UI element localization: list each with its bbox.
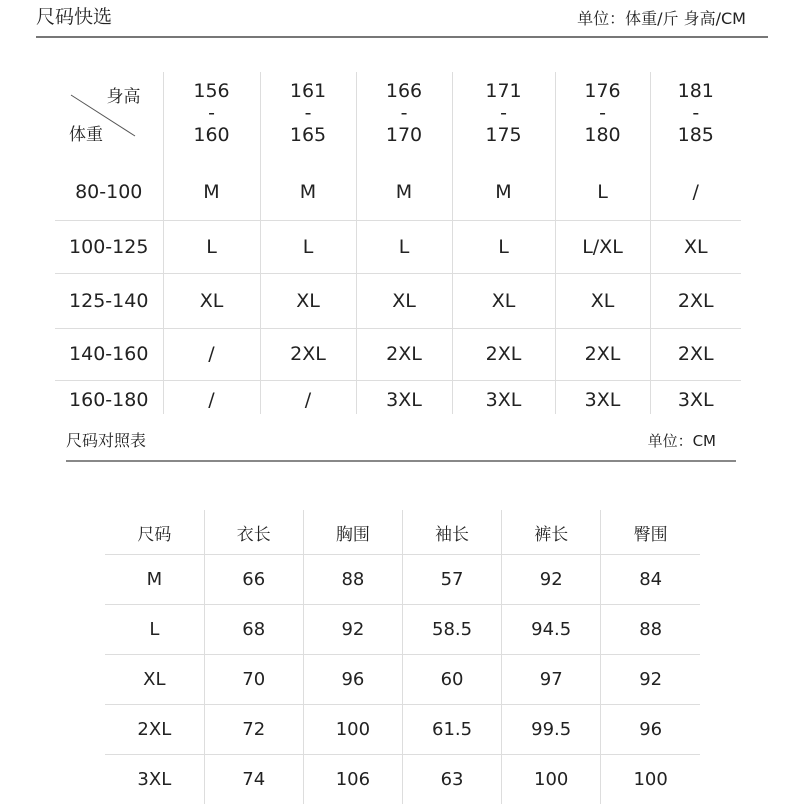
size-cell: 2XL	[452, 328, 555, 380]
weight-label: 体重	[69, 124, 103, 146]
height-range-header	[356, 72, 452, 165]
measurement-cell: 74	[204, 755, 303, 804]
height-range-header	[452, 72, 555, 165]
measurement-cell: 97	[502, 655, 601, 705]
column-header: 衣长	[204, 510, 303, 555]
table-row	[55, 165, 741, 220]
size-cell: XL	[163, 273, 260, 328]
measurement-cell: 84	[601, 555, 700, 605]
measurement-cell: 72	[204, 705, 303, 755]
size-cell: XL	[260, 273, 356, 328]
height-range-part: 175	[453, 124, 555, 146]
measurement-cell: 68	[204, 605, 303, 655]
divider	[66, 460, 736, 462]
measurement-cell: 88	[303, 555, 402, 605]
table-row	[55, 273, 741, 328]
column-header: 尺码	[105, 510, 204, 555]
height-range-part: -	[556, 102, 650, 124]
column-header: 胸围	[303, 510, 402, 555]
size-cell: M	[356, 165, 452, 220]
size-cell: 2XL	[650, 328, 741, 380]
table-row	[105, 605, 700, 655]
size-cell: 3XL	[105, 755, 204, 804]
table-row	[105, 705, 700, 755]
measurement-cell: 70	[204, 655, 303, 705]
corner-cell	[55, 72, 163, 165]
height-label: 身高	[107, 86, 141, 108]
column-header: 臀围	[601, 510, 700, 555]
measurement-cell: 100	[601, 755, 700, 804]
table-row	[105, 655, 700, 705]
size-cell: XL	[356, 273, 452, 328]
measurement-cell: 57	[402, 555, 501, 605]
size-chart-table	[105, 510, 700, 804]
weight-range-cell: 160-180	[55, 380, 163, 414]
table-row	[55, 380, 741, 414]
height-range-part: -	[164, 102, 260, 124]
measurement-cell: 88	[601, 605, 700, 655]
size-cell: M	[452, 165, 555, 220]
column-header: 袖长	[402, 510, 501, 555]
size-cell: 2XL	[260, 328, 356, 380]
size-cell: M	[105, 555, 204, 605]
size-cell: M	[163, 165, 260, 220]
measurement-cell: 106	[303, 755, 402, 804]
measurement-cell: 60	[402, 655, 501, 705]
height-range-part: -	[651, 102, 742, 124]
header-row	[105, 510, 700, 555]
weight-range-cell: 125-140	[55, 273, 163, 328]
size-cell: 2XL	[356, 328, 452, 380]
height-range-part: -	[261, 102, 356, 124]
measurement-cell: 92	[601, 655, 700, 705]
size-cell: 2XL	[650, 273, 741, 328]
measurement-cell: 58.5	[402, 605, 501, 655]
size-cell: 3XL	[555, 380, 650, 414]
measurement-cell: 92	[502, 555, 601, 605]
weight-range-cell: 140-160	[55, 328, 163, 380]
measurement-cell: 94.5	[502, 605, 601, 655]
table-row	[105, 555, 700, 605]
measurement-cell: 96	[601, 705, 700, 755]
size-cell: /	[260, 380, 356, 414]
height-range-part: -	[453, 102, 555, 124]
size-cell: L	[260, 220, 356, 273]
measurement-cell: 96	[303, 655, 402, 705]
size-cell: 2XL	[555, 328, 650, 380]
measurement-cell: 61.5	[402, 705, 501, 755]
size-cell: 3XL	[650, 380, 741, 414]
column-header: 裤长	[502, 510, 601, 555]
size-cell: L	[105, 605, 204, 655]
weight-range-cell: 80-100	[55, 165, 163, 220]
size-cell: XL	[105, 655, 204, 705]
measurement-cell: 100	[303, 705, 402, 755]
measurement-cell: 63	[402, 755, 501, 804]
quick-select-title: 尺码快选	[36, 2, 112, 29]
size-cell: 2XL	[105, 705, 204, 755]
measurement-cell: 92	[303, 605, 402, 655]
height-range-part: 181	[651, 80, 742, 102]
divider	[36, 36, 768, 38]
height-range-part: 180	[556, 124, 650, 146]
size-cell: 3XL	[452, 380, 555, 414]
quick-select-unit: 单位：体重/斤 身高/CM	[577, 6, 746, 29]
size-cell: M	[260, 165, 356, 220]
height-range-part: 156	[164, 80, 260, 102]
size-cell: L	[452, 220, 555, 273]
height-range-header	[650, 72, 741, 165]
height-range-part: 185	[651, 124, 742, 146]
size-cell: /	[650, 165, 741, 220]
height-range-part: 166	[357, 80, 452, 102]
size-chart-unit: 单位：CM	[648, 430, 716, 451]
measurement-cell: 66	[204, 555, 303, 605]
size-cell: XL	[555, 273, 650, 328]
height-range-header	[555, 72, 650, 165]
size-cell: /	[163, 380, 260, 414]
size-chart-title: 尺码对照表	[66, 428, 146, 451]
size-cell: /	[163, 328, 260, 380]
height-range-part: 176	[556, 80, 650, 102]
size-cell: XL	[452, 273, 555, 328]
quick-select-table	[55, 72, 741, 414]
table-row	[105, 755, 700, 804]
size-cell: L	[163, 220, 260, 273]
height-range-part: 160	[164, 124, 260, 146]
size-cell: L	[356, 220, 452, 273]
height-range-header	[163, 72, 260, 165]
height-range-part: 171	[453, 80, 555, 102]
measurement-cell: 100	[502, 755, 601, 804]
height-range-part: 165	[261, 124, 356, 146]
height-range-part: 170	[357, 124, 452, 146]
table-row	[55, 328, 741, 380]
size-cell: 3XL	[356, 380, 452, 414]
measurement-cell: 99.5	[502, 705, 601, 755]
size-cell: L/XL	[555, 220, 650, 273]
table-row	[55, 220, 741, 273]
size-cell: XL	[650, 220, 741, 273]
height-range-part: 161	[261, 80, 356, 102]
height-range-part: -	[357, 102, 452, 124]
size-cell: L	[555, 165, 650, 220]
weight-range-cell: 100-125	[55, 220, 163, 273]
height-range-header	[260, 72, 356, 165]
